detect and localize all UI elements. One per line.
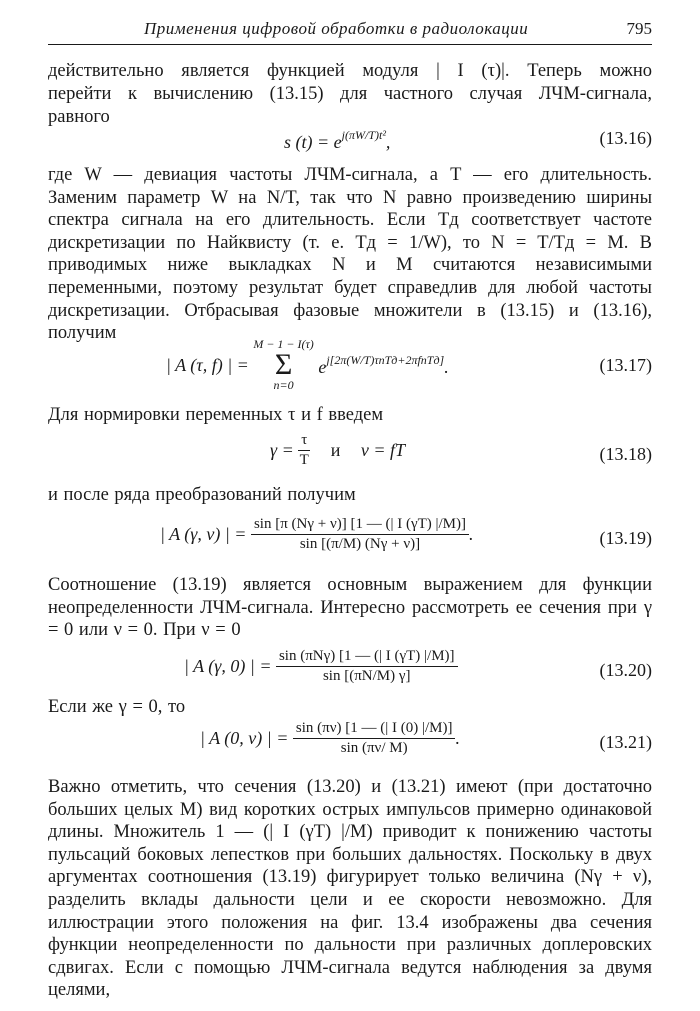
eq20-number: (13.20)	[599, 660, 652, 680]
eq16-number: (13.16)	[599, 128, 652, 148]
sigma-symbol: Σ	[274, 348, 293, 381]
eq21-fraction	[293, 720, 456, 757]
eq19-tail: .	[469, 524, 474, 544]
equation-13-17	[48, 338, 652, 394]
equation-13-19	[48, 516, 652, 564]
eq20-lhs: | A (γ, 0) | =	[184, 656, 272, 676]
eq17-sum-lower: n=0	[273, 378, 294, 392]
paragraph-intro-line3: равного	[48, 107, 110, 127]
paragraph-definitions: где W — девиация частоты ЛЧМ-сигнала, а T — его длительность. Заменим параметр W на N/T, так что N равно произведению ширины спектра сигнала на его длительность. Если Tд соответствует частоте дискретизации по Найквисту (т. е. Tд = 1/W), то N = T/Tд = M. В приводимых ниже выкладках N и M считаются независимыми переменными, поэтому результат будет справедлив для любой частоты дискретизации. Отбрасывая фазовые множители в (13.15) и (13.16), получим	[48, 165, 652, 344]
equation-13-20	[48, 648, 652, 696]
eq16-tail: ,	[385, 132, 391, 152]
eq19-numerator: sin [π (Nγ + ν)] [1 — (| I (γT) |/M)]	[251, 516, 469, 535]
page-number: 795	[626, 19, 652, 38]
eq16-expression	[284, 128, 390, 153]
paragraph-conclusion: Важно отметить, что сечения (13.20) и (13.21) имеют (при достаточно больших целых M) вид коротких острых импульсов примерно одинаковой длины. Множитель 1 — (| I (γT) |/M) приводит к понижению частоты пульсаций боковых лепестков при больших дальностях. Поскольку в двух аргументах соотношения (13.19) фигурирует только величина (Nγ + ν), разделить вклады дальности цели и ее скорости невозможно. Для иллюстрации этого положения на фиг. 13.4 изображены два сечения функции неопределенности по дальности при различных доплеровских сдвигах. Если с помощью ЛЧМ-сигнала ведутся наблюдения за двумя целями,	[48, 777, 652, 1001]
eq17-number: (13.17)	[599, 355, 652, 375]
eq17-sum	[253, 338, 313, 392]
eq21-lhs: | A (0, ν) | =	[200, 728, 289, 748]
eq17-exponent: j[2π(W/T)τnTд+2πfnTд]	[326, 352, 445, 367]
eq17-expression	[166, 338, 449, 392]
eq19-fraction	[251, 516, 469, 553]
eq17-sum-upper: M − 1 − I(τ)	[253, 337, 314, 351]
equation-13-18	[48, 432, 652, 478]
eq18-gamma: γ =	[270, 440, 294, 460]
paragraph-intro-line1: действительно является функцией модуля | I (τ)|. Теперь можно	[48, 61, 652, 81]
paragraph-intro-line2: перейти к вычислению (13.15) для частного случая ЛЧМ-сигнала,	[48, 84, 652, 104]
eq18-number: (13.18)	[599, 444, 652, 464]
eq18-numerator: τ	[298, 432, 310, 451]
eq20-denominator: sin [(πN/M) γ]	[322, 668, 411, 684]
eq20-fraction	[276, 648, 458, 685]
eq17-tail: .	[444, 356, 449, 377]
eq18-denominator: T	[299, 452, 309, 468]
eq17-base: e	[318, 356, 327, 377]
eq18-conjunction: и	[330, 440, 341, 460]
page-header	[48, 16, 652, 45]
paragraph-sections: Соотношение (13.19) является основным выражением для функции неопределенности ЛЧМ-сигнала. Интересно рассмотреть ее сечения при γ = 0 или ν = 0. При ν = 0	[48, 575, 652, 641]
eq17-lhs: | A (τ, f) | =	[166, 354, 249, 375]
eq20-expression	[184, 648, 458, 685]
eq21-number: (13.21)	[599, 732, 652, 752]
equation-13-16	[48, 128, 652, 168]
equation-13-21	[48, 720, 652, 768]
paragraph-gamma-zero: Если же γ = 0, то	[48, 697, 186, 717]
paragraph-transformations: и после ряда преобразований получим	[48, 485, 356, 505]
eq21-expression	[200, 720, 460, 757]
paragraph-normalization: Для нормировки переменных τ и f введем	[48, 405, 384, 425]
eq20-numerator: sin (πNγ) [1 — (| I (γT) |/M)]	[276, 648, 458, 667]
eq18-fraction	[298, 432, 310, 469]
eq21-numerator: sin (πν) [1 — (| I (0) |/M)]	[293, 720, 456, 739]
eq21-tail: .	[455, 728, 460, 748]
eq19-number: (13.19)	[599, 528, 652, 548]
eq17-term	[318, 353, 448, 378]
eq18-expression	[270, 432, 405, 469]
eq19-expression	[160, 516, 474, 553]
eq21-denominator: sin (πν/ M)	[340, 740, 408, 756]
eq19-lhs: | A (γ, ν) | =	[160, 524, 247, 544]
eq16-lhs: s (t) = e	[284, 132, 342, 152]
eq16-exponent: j(πW/T)t²	[341, 128, 386, 142]
running-title: Применения цифровой обработки в радиолокации	[144, 19, 529, 38]
eq18-nu: ν = fT	[360, 440, 406, 460]
eq19-denominator: sin [(π/M) (Nγ + ν)]	[299, 536, 421, 552]
